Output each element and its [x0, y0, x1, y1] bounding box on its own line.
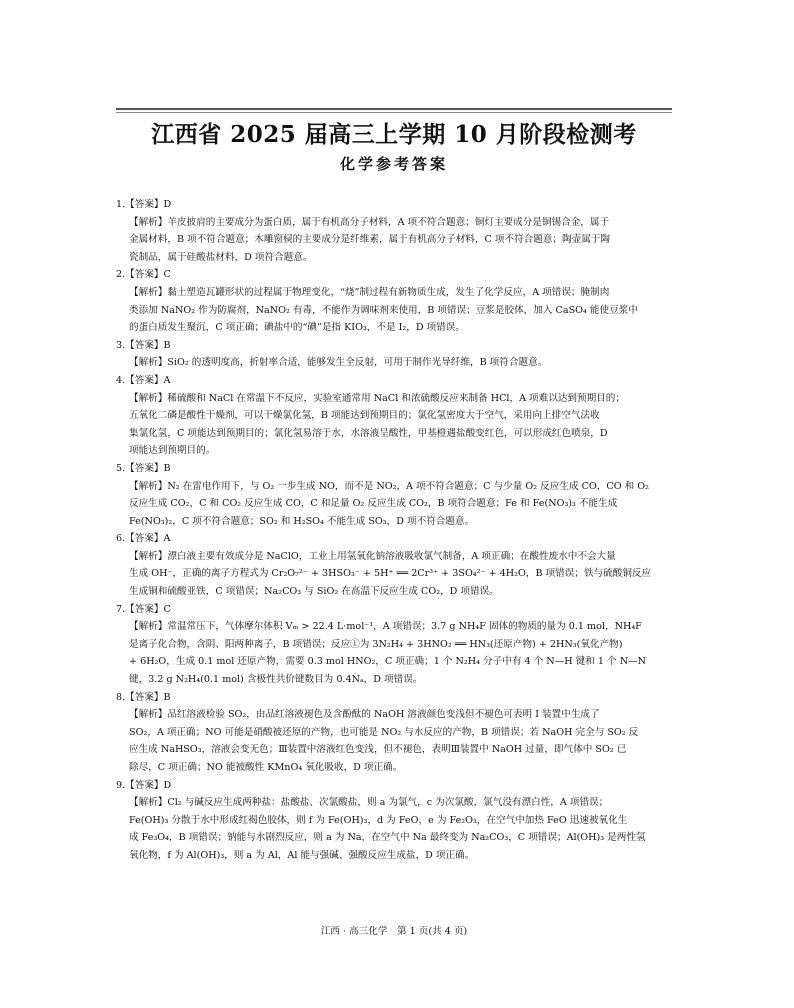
analysis-line: 金属材料，B 项不符合题意；木雕窗棂的主要成分是纤维素，属于有机高分子材料，C 项不符合题意；陶壶属于陶: [129, 234, 610, 246]
answer-label: 2.【答案】C: [116, 269, 171, 281]
analysis-line: 是离子化合物，含阴、阳两种离子，B 项错误；反应①为 3N₂H₄ + 3HNO₂ ══ HN₃(还原产物) + 2HN₃(氧化产物): [129, 638, 623, 650]
analysis-line: 瓷制品，属于硅酸盐材料，D 项符合题意。: [129, 251, 313, 263]
analysis-line: 五氧化二磷是酸性干燥剂，可以干燥氯化氢，B 项能达到预期目的；氯化氢密度大于空气，采用向上排空气法收: [129, 410, 600, 422]
answer-label: 8.【答案】B: [116, 691, 171, 703]
question-block: [116, 266, 674, 336]
analysis-line: 【解析】漂白液主要有效成分是 NaClO，工业上用氢氧化钠溶液吸收氯气制备，A 项正确；在酸性废水中不会大量: [129, 550, 616, 562]
analysis-line: 【解析】常温常压下，气体摩尔体积 Vₘ > 22.4 L·mol⁻¹，A 项错误；3.7 g NH₄F 固体的物质的量为 0.1 mol，NH₄F: [129, 621, 642, 633]
analysis-text: [116, 478, 674, 531]
analysis-line: 键，3.2 g N₂H₄(0.1 mol) 含极性共价键数目为 0.4Nₐ，D 项错误。: [129, 674, 423, 686]
analysis-text: [116, 284, 674, 337]
question-block: [116, 372, 674, 460]
answer-content: [116, 196, 674, 865]
analysis-line: 的蛋白质发生聚沉，C 项正确；碘盐中的“碘”是指 KIO₃，不是 I₂，D 项错误。: [129, 322, 465, 334]
question-block: [116, 689, 674, 777]
analysis-line: SO₂，A 项正确；NO 可能是硝酸被还原的产物，也可能是 NO₂ 与水反应的产物，B 项错误；若 NaOH 完全与 SO₂ 反: [129, 726, 639, 738]
analysis-line: Fe(OH)₃ 分散于水中形成红褐色胶体，则 f 为 Fe(OH)₃，d 为 FeO，e 为 Fe₂O₃，在空气中加热 FeO 迅速被氧化生: [129, 814, 628, 826]
analysis-line: Fe(NO₃)₂，C 项不符合题意；SO₂ 和 H₂SO₄ 不能生成 SO₃，D 项不符合题意。: [129, 515, 475, 527]
page-footer: 江西 · 高三化学 第 1 页(共 4 页): [320, 926, 468, 937]
question-block: [116, 196, 674, 266]
analysis-line: 【解析】黏土塑造瓦罐形状的过程属于物理变化，“烧”制过程有新物质生成，发生了化学反应，A 项错误；腌制肉: [129, 286, 610, 298]
question-block: [116, 460, 674, 530]
question-block: [116, 337, 674, 372]
analysis-text: [116, 618, 674, 688]
analysis-text: [116, 706, 674, 776]
question-block: [116, 530, 674, 600]
analysis-line: 【解析】稀硫酸和 NaCl 在常温下不反应，实验室通常用 NaCl 和浓硫酸反应来制备 HCl，A 项难以达到预期目的；: [129, 392, 625, 404]
analysis-text: [116, 390, 674, 460]
document-subtitle: 化学参考答案: [339, 155, 448, 173]
answer-label: 5.【答案】B: [116, 462, 171, 474]
analysis-text: [116, 548, 674, 601]
analysis-line: 氧化物，f 为 Al(OH)₃，则 a 为 Al，Al 能与强碱、强酸反应生成盐，D 项正确。: [129, 849, 475, 861]
answer-label: 1.【答案】D: [116, 199, 172, 210]
question-block: [116, 777, 674, 865]
analysis-line: 【解析】品红溶液检验 SO₂，由品红溶液褪色及含酚酞的 NaOH 溶液颜色变浅但不褪色可表明 Ⅰ 装置中生成了: [129, 709, 600, 721]
analysis-line: 成 Fe₃O₄，B 项错误；钠能与水剧烈反应，则 a 为 Na，在空气中 Na 最终变为 Na₂CO₃，C 项错误；Al(OH)₃ 是两性氢: [129, 832, 646, 844]
analysis-line: 除尽，C 项正确；NO 能被酸性 KMnO₄ 氧化吸收，D 项正确。: [129, 762, 403, 773]
analysis-line: 【解析】N₂ 在雷电作用下，与 O₂ 一步生成 NO，而不是 NO₂，A 项不符合题意；C 与少量 O₂ 反应生成 CO，CO 和 O₂: [129, 480, 649, 492]
analysis-line: 生成铜和硫酸亚铁，C 项错误；Na₂CO₃ 与 SiO₂ 在高温下反应生成 CO₂，D 项错误。: [129, 586, 499, 598]
header-rule-thin: [116, 112, 672, 113]
header-rule: [116, 108, 672, 110]
analysis-text: [116, 214, 674, 267]
analysis-line: 【解析】SiO₂ 的透明度高，折射率合适，能够发生全反射，可用于制作光导纤维，B 项符合题意。: [129, 357, 548, 369]
analysis-line: 类添加 NaNO₂ 作为防腐剂，NaNO₂ 有毒，不能作为调味剂来使用，B 项错误；豆浆是胶体，加入 CaSO₄ 能使豆浆中: [129, 304, 638, 316]
analysis-text: [116, 354, 674, 372]
analysis-line: 生成 OH⁻，正确的离子方程式为 Cr₂O₇²⁻ + 3HSO₃⁻ + 5H⁺ ══ 2Cr³⁺ + 3SO₄²⁻ + 4H₂O，B 项错误；铁与硫酸铜反应: [129, 568, 652, 580]
analysis-line: + 6H₂O，生成 0.1 mol 还原产物，需要 0.3 mol HNO₂，C 项正确；1 个 N₂H₄ 分子中有 4 个 N—H 键和 1 个 N—N: [129, 656, 647, 668]
analysis-line: 应生成 NaHSO₃，溶液会变无色；Ⅲ装置中溶液红色变浅，但不褪色，表明Ⅲ装置中 NaOH 过量，即气体中 SO₂ 已: [129, 744, 627, 756]
document-title: 江西省 2025 届高三上学期 10 月阶段检测考: [151, 121, 637, 148]
analysis-line: 【解析】Cl₂ 与碱反应生成两种盐：盐酸盐、次氯酸盐，则 a 为氯气，c 为次氯酸，氯气没有漂白性，A 项错误；: [129, 797, 609, 809]
answer-label: 6.【答案】A: [116, 533, 171, 545]
analysis-line: 反应生成 CO₂，C 和 CO₂ 反应生成 CO，C 和足量 O₂ 反应生成 CO₂，B 项符合题意；Fe 和 Fe(NO₃)₃ 不能生成: [129, 498, 618, 510]
answer-label: 3.【答案】B: [116, 339, 171, 351]
analysis-text: [116, 794, 674, 864]
answer-label: 7.【答案】C: [116, 603, 171, 615]
answer-label: 9.【答案】D: [116, 779, 172, 791]
analysis-line: 项能达到预期目的。: [129, 445, 216, 457]
question-block: [116, 601, 674, 689]
analysis-line: 集氯化氢，C 项能达到预期目的；氯化氢易溶于水，水溶液呈酸性，甲基橙遇盐酸变红色，可以形成红色喷泉，D: [129, 427, 608, 439]
analysis-line: 【解析】羊皮披肩的主要成分为蛋白质，属于有机高分子材料，A 项不符合题意；铜灯主要成分是铜锡合金，属于: [129, 216, 610, 228]
answer-label: 4.【答案】A: [116, 374, 171, 386]
